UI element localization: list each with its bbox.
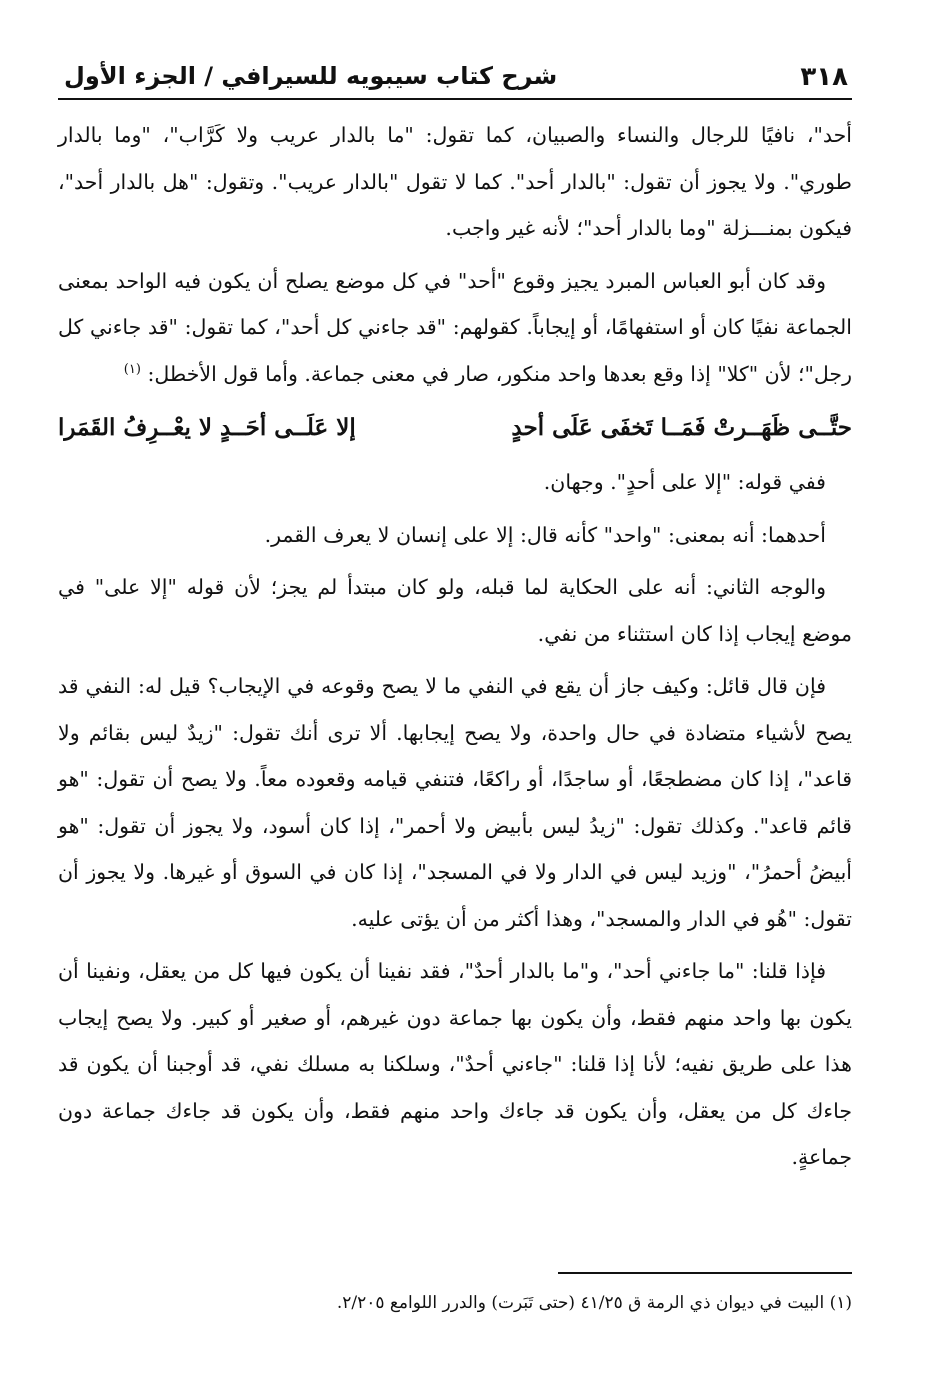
paragraph: فإذا قلنا: "ما جاءني أحد"، و"ما بالدار أحدٌ"، فقد نفينا أن يكون فيها كل من يعقل، ونفينا أن يكون بها واحد منهم فقط، وأن يكون بها جماعة دون غيرهم، أو صغير أو كبير. ولا يصح إيجاب هذا على طريق نفيه؛ لأنا إذا قلنا: "جاءني أحدٌ"، وسلكنا به مسلك نفي، قد أوجبنا أن يكون قد جاءك كل من يعقل، وأن يكون قد جاءك واحد منهم فقط، وأن يكون قد جاءك جماعة دون جماعةٍ. — [58, 959, 852, 1169]
running-title: شرح كتاب سيبويه للسيرافي / الجزء الأول — [64, 62, 558, 90]
paragraph — [58, 258, 852, 398]
footnote: (١) البيت في ديوان ذي الرمة ق ٤١/٢٥ (حتى تَبَرت) والدرر اللوامع ٢/٢٠٥. — [336, 1293, 852, 1313]
verse-second-hemistich: إلا عَلَــى أحَــدٍ لا يعْــرِفُ القَمَرا — [58, 414, 356, 441]
paragraph-text: وقد كان أبو العباس المبرد يجيز وقوع "أحد" في كل موضع يصلح أن يكون فيه الواحد بمعنى الجماعة نفيًا كان أو استفهامًا، أو إيجاباً. كقولهم: "قد جاءني كل أحد"، كما تقول: "قد جاءني كل رجل"؛ لأن "كلا" إذا وقع بعدها واحد منكور، صار في معنى جماعة. وأما قول الأخطل: — [58, 268, 852, 386]
paragraph: أحدهما: أنه بمعنى: "واحد" كأنه قال: إلا على إنسان لا يعرف القمر. — [264, 522, 826, 547]
running-header — [58, 40, 852, 100]
poetry-verse — [58, 403, 852, 453]
paragraph: فإن قال قائل: وكيف جاز أن يقع في النفي ما لا يصح وقوعه في الإيجاب؟ قيل له: النفي قد يصح لأشياء متضادة في حال واحدة، ولا يصح إيجابها. ألا ترى أنك تقول: "زيدٌ ليس بقائم ولا قاعد"، إذا كان مضطجعًا، أو ساجدًا، أو راكعًا، فتنفي قيامه وقعوده معاً. ولا يصح أن تقول: "هو قائم قاعد". وكذلك تقول: "زيدُ ليس بأبيض ولا أحمر"، إذا كان أسود، ولا يجوز أن تقول: "هو أبيضُ أحمرُ"، "وزيد ليس في الدار ولا في المسجد"، إذا كان في السوق أو غيرها. ولا يجوز أن تقول: "هُو في الدار والمسجد"، وهذا أكثر من أن يؤتى عليه. — [58, 674, 852, 931]
paragraph: أحد"، نافيًا للرجال والنساء والصبيان، كما تقول: "ما بالدار عريب ولا كَرَّاب"، "وما بالدار طوري". ولا يجوز أن تقول: "بالدار أحد". كما لا تقول "بالدار عريب". وتقول: "هل بالدار أحد"، فيكون بمنـــزلة "وما بالدار أحد"؛ لأنه غير واجب. — [58, 123, 852, 240]
footnote-marker: (١) — [123, 361, 141, 377]
book-page — [58, 40, 852, 1360]
paragraph: ففي قوله: "إلا على أحدٍ". وجهان. — [543, 470, 826, 494]
paragraph: والوجه الثاني: أنه على الحكاية لما قبله، ولو كان مبتدأ لم يجز؛ لأن قوله "إلا على" في موضع إيجاب إذا كان استثناء من نفي. — [58, 575, 852, 646]
page-number: ٣١٨ — [800, 62, 848, 92]
footnote-divider — [558, 1272, 852, 1274]
main-text — [58, 112, 852, 1181]
verse-first-hemistich: حتَّــى ظَهَــرتْ فَمَــا تَخفَى عَلَى أحدٍ — [511, 414, 852, 441]
